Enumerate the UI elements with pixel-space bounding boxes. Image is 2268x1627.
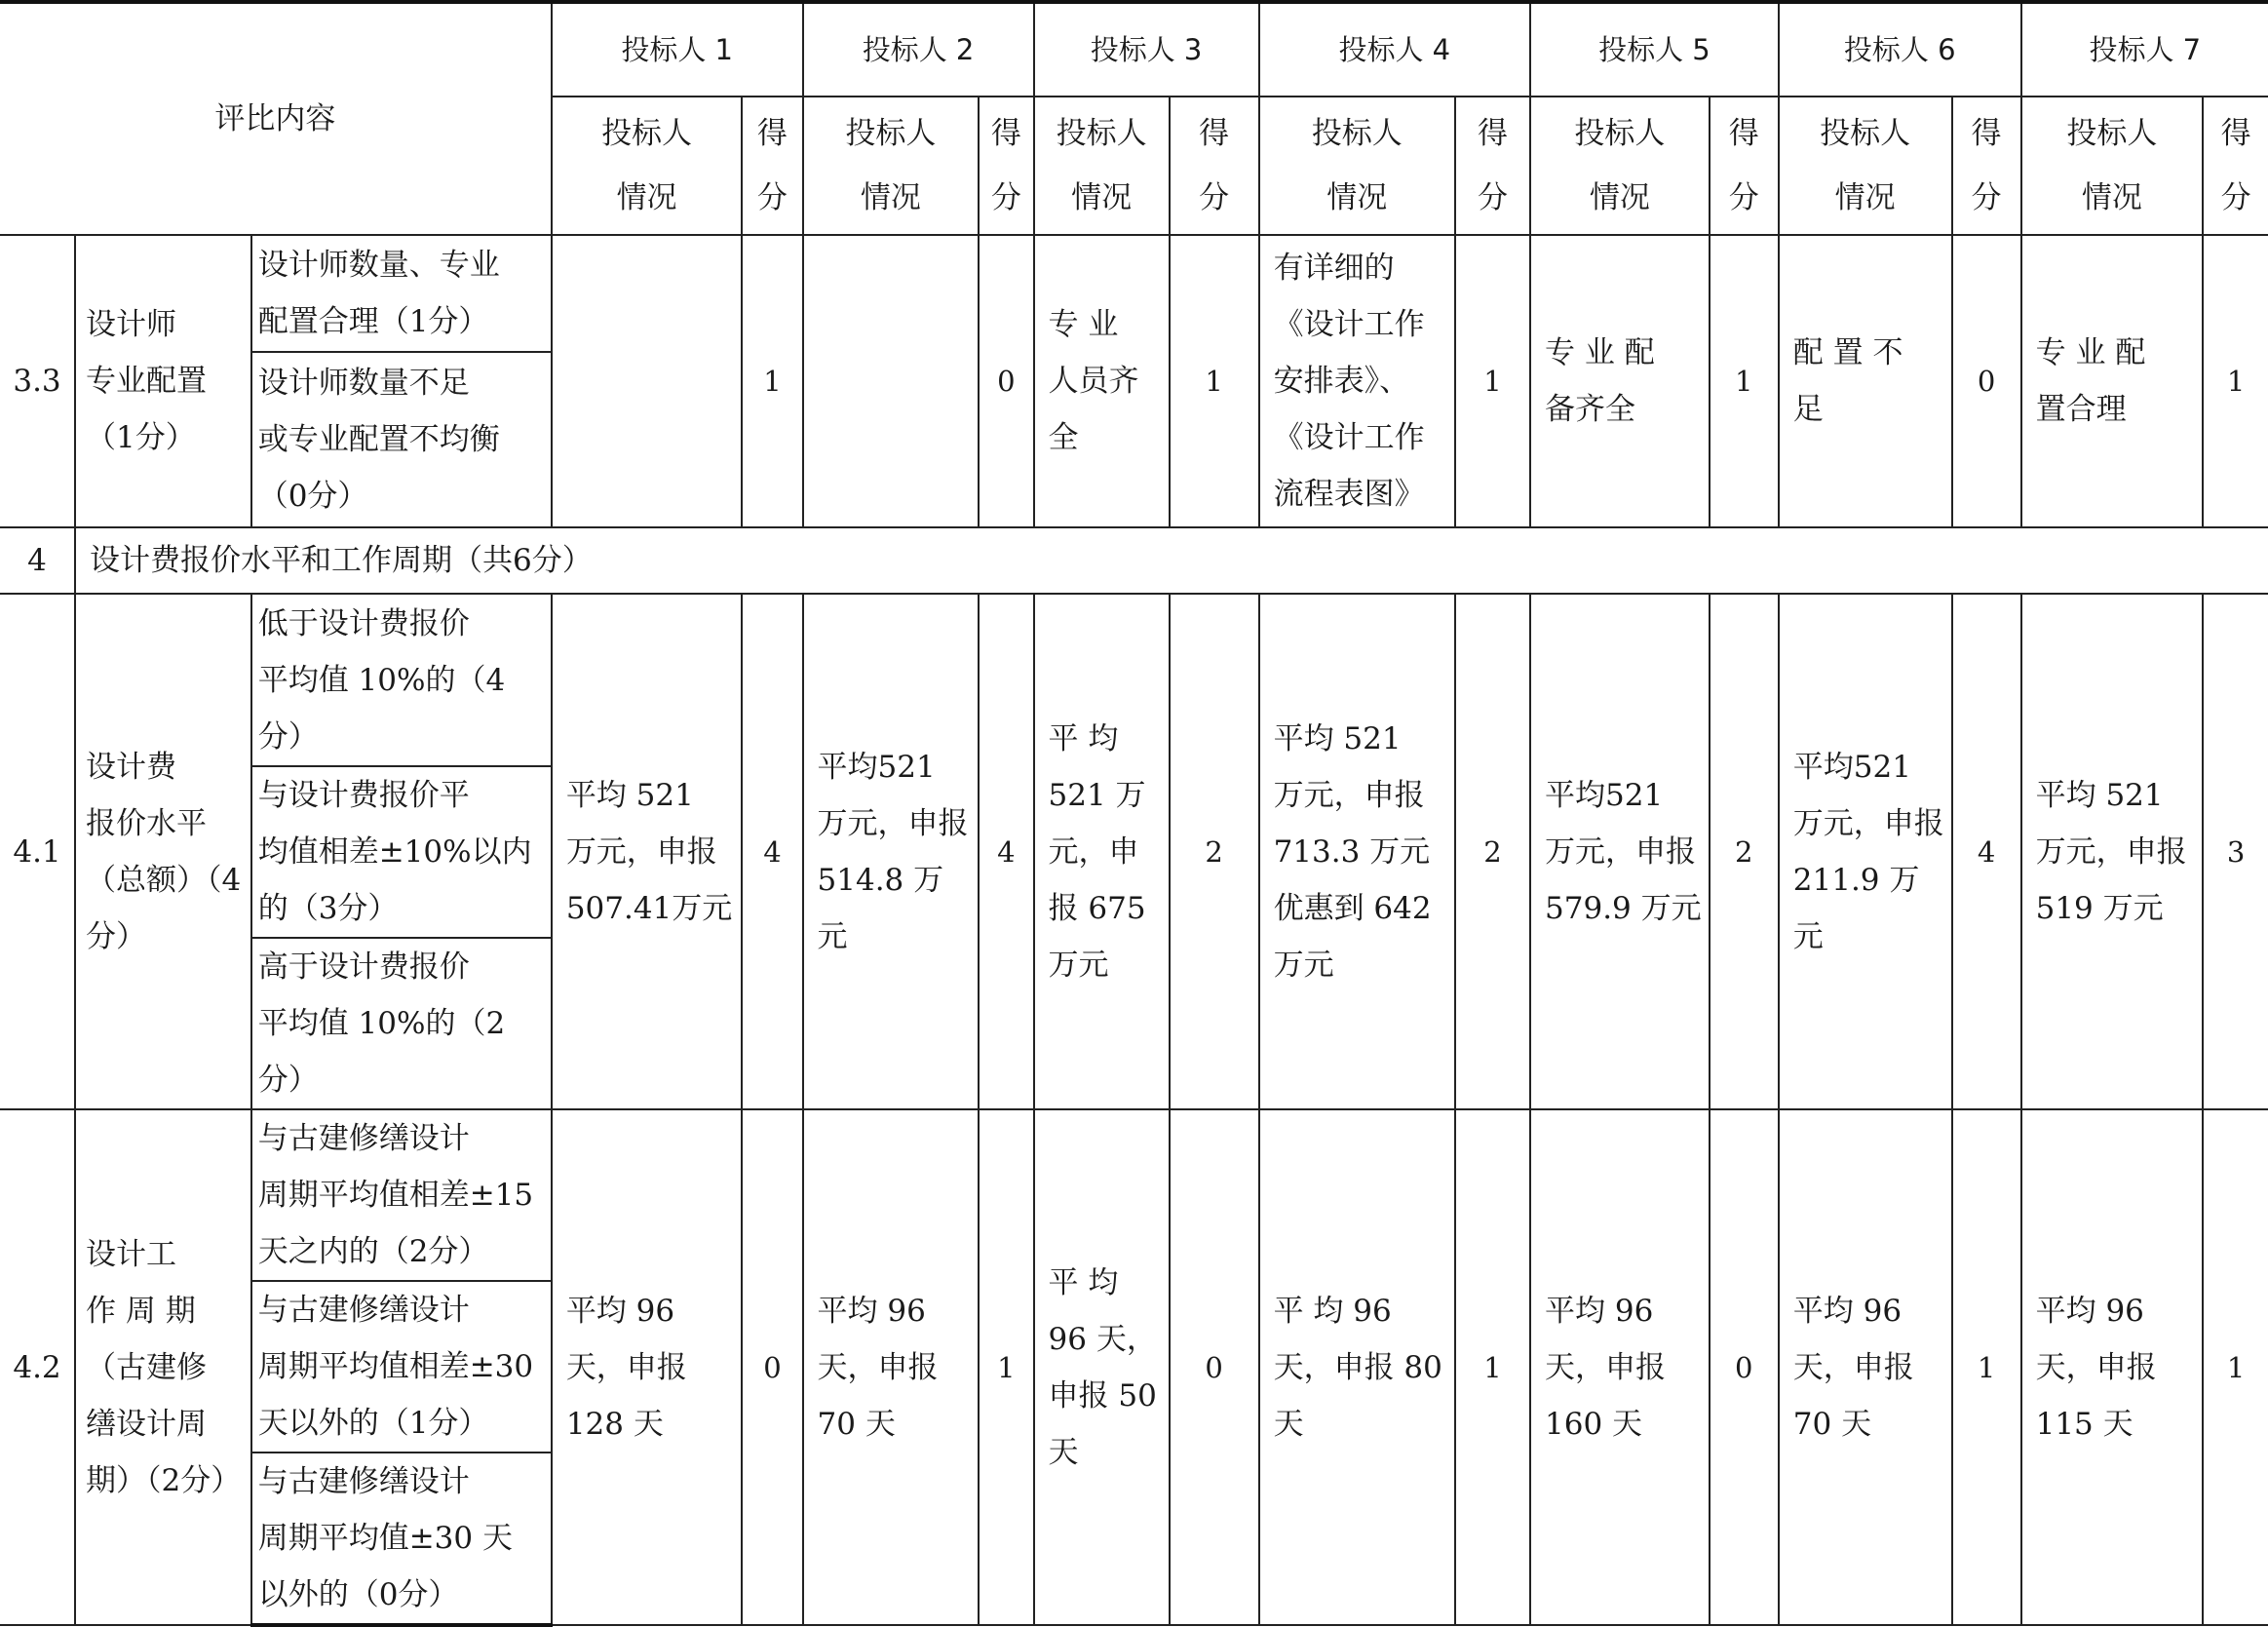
bidder-5-header: 投标人 5 xyxy=(1530,2,1779,97)
row-4-2-item-line: 期）（2分） xyxy=(86,1462,242,1498)
row-4-2-criterion-1-line: 天之内的（2分） xyxy=(257,1234,489,1269)
row-4-2-bidder-1-info-line: 128 天 xyxy=(565,1406,664,1442)
row-3-3-criterion-1-line: 配置合理（1分） xyxy=(257,304,489,340)
info-label-line: 情况 xyxy=(1071,180,1133,215)
row-4-1-bidder-4-info-line: 万元，申报 xyxy=(1273,777,1425,813)
row-4-1-bidder-4-info-line: 万元 xyxy=(1273,947,1334,983)
row-3-3-bidder-3-info-line: 专 业 xyxy=(1048,307,1119,342)
row-3-3-criterion-2-line: 设计师数量不足 xyxy=(257,366,470,402)
row-3-3-bidder-4-info-line: 流程表图》 xyxy=(1273,477,1425,512)
row-4-1-bidder-6-info-line: 万元，申报 xyxy=(1792,805,1944,841)
bidder-6-info-header xyxy=(1779,97,1952,235)
row-4-1-bidder-5-info-line: 579.9 万元 xyxy=(1545,890,1702,926)
row-4-2-bidder-7-info-line: 平均 96 xyxy=(2035,1293,2144,1329)
row-4-2-criterion-1-line: 与古建修缮设计 xyxy=(257,1121,470,1156)
row-4-2-bidder-1-info xyxy=(552,1109,743,1625)
row-4-1-bidder-4-score: 2 xyxy=(1455,594,1530,1109)
row-4-1-criterion-1 xyxy=(251,594,552,766)
row-4-2-bidder-7-score: 1 xyxy=(2203,1109,2268,1625)
row-3-3-item xyxy=(75,235,251,527)
row-3-3-bidder-5-info-line: 备齐全 xyxy=(1545,392,1636,427)
row-4-2-bidder-2-info-line: 平均 96 xyxy=(817,1293,926,1329)
bidder-6-score-header xyxy=(1952,97,2021,235)
row-3-3-bidder-2-info xyxy=(803,235,980,527)
row-3-3-bidder-4-info-line: 《设计工作 xyxy=(1273,307,1425,342)
row-3-3-bidder-7-info-line: 置合理 xyxy=(2035,392,2127,427)
info-label-line: 投标人 xyxy=(1311,116,1403,151)
row-3-3-bidder-3-info-line: 全 xyxy=(1048,420,1079,455)
info-label-line: 情况 xyxy=(2081,180,2142,215)
bidder-6-header: 投标人 6 xyxy=(1779,2,2021,97)
row-3-3-bidder-4-info-line: 有详细的 xyxy=(1273,251,1395,286)
row-4-2-bidder-6-info-line: 70 天 xyxy=(1792,1406,1872,1442)
bidder-2-info-header xyxy=(803,97,980,235)
row-4-1-bidder-5-info xyxy=(1530,594,1710,1109)
row-4-2-bidder-5-info-line: 平均 96 xyxy=(1545,1293,1654,1329)
row-4-2-bidder-7-info-line: 天，申报 xyxy=(2035,1349,2157,1385)
row-4-1-bidder-6-score: 4 xyxy=(1952,594,2021,1109)
bidder-1-score-header xyxy=(742,97,802,235)
row-4-1-criterion-2-line: 的（3分） xyxy=(257,891,399,926)
row-3-3-bidder-4-info-line: 《设计工作 xyxy=(1273,420,1425,455)
info-label-line: 投标人 xyxy=(1574,116,1666,151)
row-4-1-bidder-1-score: 4 xyxy=(742,594,802,1109)
row-4-1-bidder-2-info xyxy=(803,594,980,1109)
row-4-1-item-line: 分） xyxy=(86,918,147,954)
bidder-7-header: 投标人 7 xyxy=(2021,2,2268,97)
row-4-2-bidder-2-info xyxy=(803,1109,980,1625)
row-4-2-item-line: 设计工 xyxy=(86,1236,177,1272)
row-3-3-criterion-1 xyxy=(251,235,552,352)
row-4-2-no: 4.2 xyxy=(0,1109,75,1625)
row-4-1-bidder-5-score: 2 xyxy=(1710,594,1779,1109)
row-3-3-a xyxy=(0,235,2268,352)
row-3-3-bidder-6-info xyxy=(1779,235,1952,527)
row-4 xyxy=(0,527,2268,594)
row-4-1-bidder-3-info-line: 万元 xyxy=(1048,947,1109,983)
row-4-2-criterion-2-line: 天以外的（1分） xyxy=(257,1406,489,1441)
info-label-line: 投标人 xyxy=(2066,116,2158,151)
score-label-line: 得 xyxy=(1478,116,1509,151)
score-label-line: 得 xyxy=(1971,116,2002,151)
row-4-1-bidder-2-info-line: 514.8 万元 xyxy=(817,862,944,954)
score-label-line: 分 xyxy=(1971,180,2002,215)
row-4-1-bidder-5-info-line: 万元，申报 xyxy=(1545,833,1697,870)
row-4-2-bidder-6-info-line: 平均 96 xyxy=(1792,1293,1903,1329)
row-4-2-bidder-3-info-line: 申报 50 xyxy=(1048,1377,1157,1414)
row-3-3-bidder-7-score: 1 xyxy=(2203,235,2268,527)
row-4-1-bidder-1-info-line: 平均 521 xyxy=(565,777,694,813)
row-3-3-bidder-6-info-line: 配 置 不 xyxy=(1792,335,1903,370)
row-4-2-bidder-5-info-line: 160 天 xyxy=(1545,1406,1643,1442)
row-4-2-bidder-7-info-line: 115 天 xyxy=(2035,1406,2133,1442)
row-3-3-no: 3.3 xyxy=(0,235,75,527)
row-4-1-bidder-3-info-line: 元，申 xyxy=(1048,833,1139,870)
row-4-2-a xyxy=(0,1109,2268,1281)
row-4-1-bidder-6-info-line: 211.9 万元 xyxy=(1792,862,1920,954)
row-4-2-bidder-5-info-line: 天，申报 xyxy=(1545,1349,1667,1385)
row-4-1-criterion-3-line: 高于设计费报价 xyxy=(257,949,470,985)
row-4-2-bidder-1-info-line: 平均 96 xyxy=(565,1293,675,1329)
row-3-3-bidder-4-info xyxy=(1259,235,1455,527)
row-4-2-bidder-3-info-line: 96 天， xyxy=(1048,1321,1157,1357)
bidder-3-info-header xyxy=(1034,97,1170,235)
row-4-1-bidder-7-info xyxy=(2021,594,2204,1109)
row-4-2-bidder-6-info xyxy=(1779,1109,1952,1625)
row-4-1-item-line: 报价水平 xyxy=(86,805,208,841)
row-4-2-bidder-6-info-line: 天，申报 xyxy=(1792,1349,1914,1385)
row-4-2-bidder-1-score: 0 xyxy=(742,1109,802,1625)
row-4-2-item-line: （古建修 xyxy=(86,1349,208,1385)
row-3-3-item-line: 设计师 xyxy=(86,307,177,342)
row-4-no: 4 xyxy=(0,527,75,594)
row-4-1-criterion-1-line: 分） xyxy=(257,718,319,755)
info-label-line: 投标人 xyxy=(601,116,693,151)
row-4-1-bidder-6-info-line: 平均521 xyxy=(1792,749,1911,785)
row-4-1-bidder-3-info-line: 521 万 xyxy=(1048,777,1146,813)
row-3-3-item-line: （1分） xyxy=(86,420,196,455)
row-4-1-no: 4.1 xyxy=(0,594,75,1109)
score-label-line: 分 xyxy=(1478,180,1509,215)
row-3-3-bidder-7-info xyxy=(2021,235,2204,527)
row-4-1-bidder-4-info-line: 优惠到 642 xyxy=(1273,890,1432,926)
row-4-1-a xyxy=(0,594,2268,766)
row-4-1-bidder-1-info-line: 507.41万元 xyxy=(565,890,733,926)
row-4-2-criterion-3-line: 与古建修缮设计 xyxy=(257,1464,470,1499)
row-3-3-bidder-5-info-line: 专 业 配 xyxy=(1545,335,1655,370)
row-4-2-criterion-3 xyxy=(251,1453,552,1625)
row-4-2-bidder-5-info xyxy=(1530,1109,1710,1625)
header-row-bidders xyxy=(0,2,2268,97)
row-3-3-bidder-4-score: 1 xyxy=(1455,235,1530,527)
row-4-2-bidder-3-info xyxy=(1034,1109,1170,1625)
row-4-2-criterion-2-line: 周期平均值相差±30 xyxy=(257,1349,534,1384)
score-label-line: 得 xyxy=(1199,116,1230,151)
bidder-3-score-header xyxy=(1170,97,1259,235)
row-4-2-item-line: 缮设计周 xyxy=(86,1406,208,1442)
row-4-1-item-line: （总额）（4 xyxy=(86,862,242,898)
bidder-7-info-header xyxy=(2021,97,2204,235)
row-3-3-criterion-1-line: 设计师数量、专业 xyxy=(257,248,500,284)
row-4-1-criterion-2-line: 均值相差±10%以内 xyxy=(257,834,532,870)
row-4-2-bidder-4-info-line: 平 均 96 xyxy=(1273,1293,1392,1329)
row-4-1-bidder-2-info-line: 平均521 xyxy=(817,749,936,785)
row-3-3-bidder-4-info-line: 安排表》、 xyxy=(1273,364,1410,399)
row-4-1-criterion-3-line: 分） xyxy=(257,1063,319,1098)
info-label-line: 投标人 xyxy=(1056,116,1147,151)
row-4-2-bidder-5-score: 0 xyxy=(1710,1109,1779,1625)
row-4-1-bidder-7-info-line: 平均 521 xyxy=(2035,777,2164,813)
row-4-1-item-line: 设计费 xyxy=(86,749,177,785)
info-label-line: 情况 xyxy=(1834,180,1896,215)
row-4-2-item xyxy=(75,1109,251,1625)
row-4-2-bidder-2-info-line: 70 天 xyxy=(817,1406,896,1442)
row-4-1-bidder-3-score: 2 xyxy=(1170,594,1259,1109)
score-label-line: 分 xyxy=(756,180,788,215)
bidder-5-info-header xyxy=(1530,97,1710,235)
row-3-3-criterion-2 xyxy=(251,352,552,527)
row-3-3-bidder-3-info-line: 人员齐 xyxy=(1048,364,1139,399)
row-3-3-bidder-3-info xyxy=(1034,235,1170,527)
row-4-1-criterion-1-line: 平均值 10%的（4 xyxy=(257,662,506,698)
row-4-1-criterion-2 xyxy=(251,766,552,938)
row-4-1-bidder-4-info-line: 713.3 万元 xyxy=(1273,833,1431,870)
score-label-line: 分 xyxy=(2220,180,2251,215)
row-4-2-bidder-4-info-line: 天 xyxy=(1273,1406,1304,1442)
score-label-line: 分 xyxy=(990,180,1021,215)
row-4-1-bidder-3-info-line: 报 675 xyxy=(1048,890,1146,926)
info-label-line: 情况 xyxy=(616,180,677,215)
row-4-2-criterion-2 xyxy=(251,1281,552,1453)
row-4-1-bidder-6-info xyxy=(1779,594,1952,1109)
bidder-2-score-header xyxy=(979,97,1033,235)
row-4-1-criterion-2-line: 与设计费报价平 xyxy=(257,778,470,813)
row-4-1-bidder-2-score: 4 xyxy=(979,594,1033,1109)
bidder-5-score-header xyxy=(1710,97,1779,235)
row-4-2-item-line: 作 周 期 xyxy=(86,1293,196,1329)
row-3-3-criterion-2-line: （0分） xyxy=(257,479,368,515)
row-3-3-bidder-1-info xyxy=(552,235,743,527)
bidder-4-score-header xyxy=(1455,97,1530,235)
info-label-line: 情况 xyxy=(1589,180,1650,215)
row-4-2-bidder-3-info-line: 天 xyxy=(1048,1434,1079,1470)
bidder-3-header: 投标人 3 xyxy=(1034,2,1259,97)
row-4-1-bidder-4-info-line: 平均 521 xyxy=(1273,720,1402,756)
row-4-1-bidder-7-info-line: 519 万元 xyxy=(2035,890,2164,926)
score-label-line: 分 xyxy=(1728,180,1759,215)
bidder-1-info-header xyxy=(552,97,743,235)
row-3-3-bidder-7-info-line: 专 业 配 xyxy=(2035,335,2146,370)
bidder-2-header: 投标人 2 xyxy=(803,2,1034,97)
info-label-line: 投标人 xyxy=(845,116,937,151)
row-4-1-criterion-1-line: 低于设计费报价 xyxy=(257,605,470,641)
content-header: 评比内容 xyxy=(0,2,552,235)
bidder-4-info-header xyxy=(1259,97,1455,235)
row-4-2-criterion-2-line: 与古建修缮设计 xyxy=(257,1293,470,1328)
row-4-1-item xyxy=(75,594,251,1109)
row-3-3-bidder-5-info xyxy=(1530,235,1710,527)
bidder-7-score-header xyxy=(2203,97,2268,235)
row-3-3-bidder-3-score: 1 xyxy=(1170,235,1259,527)
row-4-2-criterion-3-line: 周期平均值±30 天 xyxy=(257,1521,513,1556)
row-3-3-criterion-2-line: 或专业配置不均衡 xyxy=(257,422,500,458)
row-3-3-item-line: 专业配置 xyxy=(86,364,208,399)
row-4-2-bidder-3-score: 0 xyxy=(1170,1109,1259,1625)
row-3-3-bidder-2-score: 0 xyxy=(979,235,1033,527)
score-label-line: 得 xyxy=(2220,116,2251,151)
row-4-1-bidder-4-info xyxy=(1259,594,1455,1109)
score-label-line: 分 xyxy=(1199,180,1230,215)
row-4-2-bidder-1-info-line: 天，申报 xyxy=(565,1349,687,1385)
row-4-2-criterion-1-line: 周期平均值相差±15 xyxy=(257,1178,534,1213)
row-4-1-bidder-3-info-line: 平 均 xyxy=(1048,720,1119,756)
row-3-3-bidder-6-info-line: 足 xyxy=(1792,392,1824,427)
row-4-title: 设计费报价水平和工作周期（共6分） xyxy=(75,527,2268,594)
row-4-1-bidder-1-info-line: 万元，申报 xyxy=(565,833,717,870)
score-label-line: 得 xyxy=(756,116,788,151)
row-4-2-bidder-2-score: 1 xyxy=(979,1109,1033,1625)
row-4-2-bidder-7-info xyxy=(2021,1109,2204,1625)
row-4-2-bidder-2-info-line: 天，申报 xyxy=(817,1349,939,1385)
bidder-1-header: 投标人 1 xyxy=(552,2,803,97)
row-4-1-bidder-5-info-line: 平均521 xyxy=(1545,777,1664,813)
row-4-1-criterion-3 xyxy=(251,938,552,1109)
info-label-line: 情况 xyxy=(860,180,921,215)
row-4-1-bidder-2-info-line: 万元，申报 xyxy=(817,805,969,841)
row-3-3-bidder-6-score: 0 xyxy=(1952,235,2021,527)
row-4-2-criterion-3-line: 以外的（0分） xyxy=(257,1577,459,1612)
info-label-line: 投标人 xyxy=(1820,116,1911,151)
score-label-line: 得 xyxy=(1728,116,1759,151)
bidder-4-header: 投标人 4 xyxy=(1259,2,1530,97)
row-4-2-bidder-3-info-line: 平 均 xyxy=(1048,1264,1119,1300)
row-3-3-bidder-1-score: 1 xyxy=(742,235,802,527)
row-4-1-bidder-1-info xyxy=(552,594,743,1109)
row-4-1-bidder-7-info-line: 万元，申报 xyxy=(2035,833,2187,870)
row-4-2-bidder-4-info-line: 天，申报 80 xyxy=(1273,1349,1442,1385)
row-4-1-criterion-3-line: 平均值 10%的（2 xyxy=(257,1006,506,1041)
row-4-2-bidder-4-info xyxy=(1259,1109,1455,1625)
row-4-1-bidder-3-info xyxy=(1034,594,1170,1109)
row-3-3-bidder-5-score: 1 xyxy=(1710,235,1779,527)
score-label-line: 得 xyxy=(990,116,1021,151)
row-4-2-criterion-1 xyxy=(251,1109,552,1281)
row-4-2-bidder-4-score: 1 xyxy=(1455,1109,1530,1625)
info-label-line: 情况 xyxy=(1326,180,1388,215)
row-4-1-bidder-7-score: 3 xyxy=(2203,594,2268,1109)
row-4-2-bidder-6-score: 1 xyxy=(1952,1109,2021,1625)
